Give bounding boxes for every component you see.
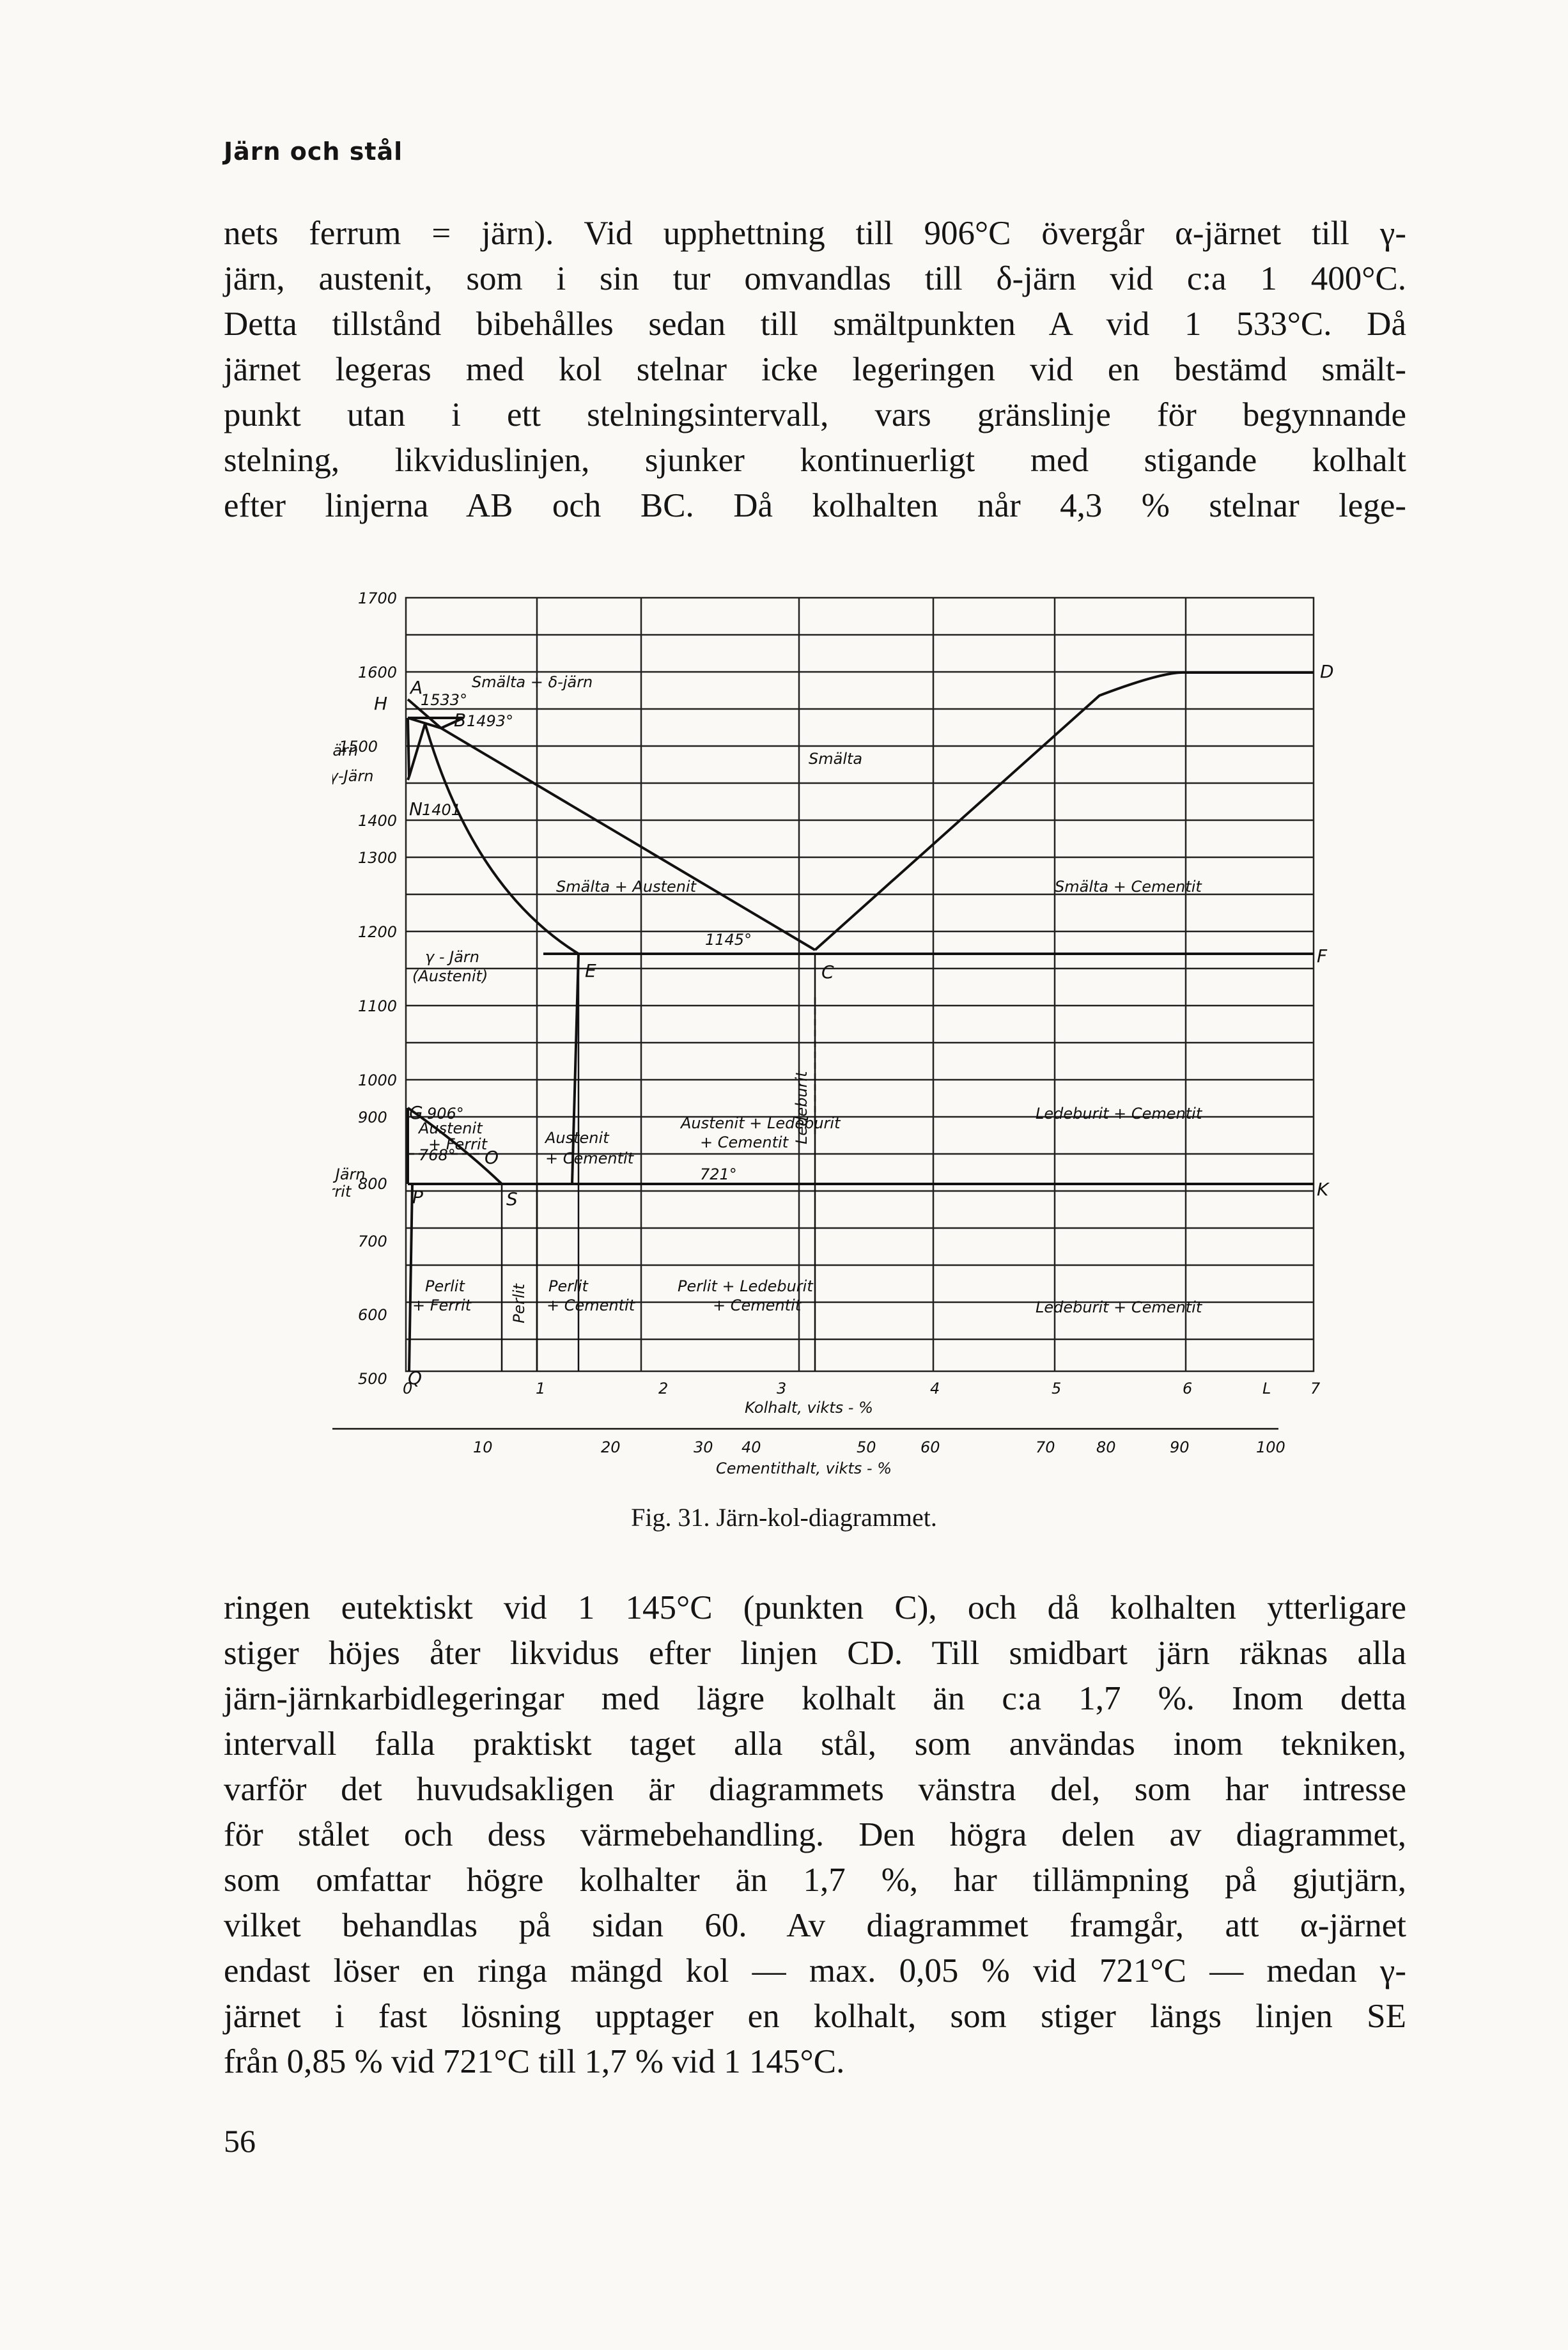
text-line: stiger höjes åter likvidus efter linjen CD. Till smidbart järn räknas alla	[224, 1635, 1406, 1672]
region-label: ärn	[332, 742, 359, 759]
text-line: varför det huvudsakligen är diagrammets vänstra del, som har intresse	[224, 1771, 1406, 1808]
text-line: nets ferrum = järn). Vid upphettning till 906°C övergår α-järnet till γ-	[224, 215, 1406, 252]
x-tick: 60	[920, 1438, 940, 1456]
text-line: vilket behandlas på sidan 60. Av diagrammet framgår, att α-järnet	[224, 1907, 1406, 1944]
x-tick: 6	[1183, 1380, 1193, 1397]
solidus-je	[425, 724, 578, 954]
point-f: F	[1317, 945, 1328, 967]
x-axis-kolhalt-label: Kolhalt, vikts - %	[745, 1399, 873, 1417]
point-n: N	[409, 798, 423, 820]
y-tick: 500	[358, 1370, 387, 1388]
point-b-temp: 1493°	[467, 712, 514, 730]
point-o: O	[485, 1147, 499, 1168]
y-tick: 1700	[358, 589, 398, 607]
x-tick: 20	[601, 1438, 621, 1456]
y-tick: 1200	[358, 923, 398, 941]
point-n-temp: 1401	[422, 801, 462, 819]
y-tick: 1400	[358, 812, 398, 830]
x-axis-cementit-label: Cementithalt, vikts - %	[716, 1459, 892, 1477]
region-label: Smälta + Cementit	[1055, 878, 1202, 896]
region-label: + Cementit	[547, 1296, 635, 1314]
figure-caption: Fig. 31. Järn-kol-diagrammet.	[631, 1503, 937, 1532]
phase-diagram-figure	[332, 588, 1355, 1506]
point-b: B	[454, 710, 467, 731]
x-tick: 90	[1170, 1438, 1190, 1456]
x-tick: 4	[930, 1380, 940, 1397]
region-label: + Ferrit	[412, 1296, 472, 1314]
paragraph-bottom	[224, 1585, 1406, 2085]
x-tick: 3	[777, 1380, 787, 1397]
point-c: C	[821, 961, 834, 983]
x-tick: 5	[1052, 1380, 1062, 1397]
y-tick: 1000	[358, 1071, 398, 1089]
region-label: Järn	[335, 1165, 366, 1183]
point-g: G	[409, 1102, 423, 1123]
y-axis-ticks	[339, 589, 397, 1388]
y-tick: 700	[358, 1233, 387, 1250]
liquidus-cd	[815, 673, 1314, 950]
y-tick: 800	[358, 1175, 387, 1193]
y-tick: 900	[358, 1109, 387, 1126]
x-tick: 7	[1310, 1380, 1321, 1397]
x-tick: 1	[536, 1380, 546, 1397]
x-tick: 0	[403, 1380, 413, 1397]
region-label: -Järn	[338, 767, 374, 785]
text-line: järn-järnkarbidlegeringar med lägre kolhalt än c:a 1,7 %. Inom detta	[224, 1680, 1406, 1717]
region-label: Ledeburit + Cementit	[1036, 1105, 1202, 1123]
vertical-grid	[537, 598, 1186, 1371]
x-tick: 30	[694, 1438, 713, 1456]
text-line: punkt utan i ett stelningsintervall, vars gränslinje för begynnande	[224, 396, 1406, 433]
region-label: Ledeburit	[793, 1071, 811, 1144]
x-axis-kolhalt-ticks	[403, 1380, 1321, 1397]
text-line: endast löser en ringa mängd kol — max. 0,05 % vid 721°C — medan γ-	[224, 1952, 1406, 1989]
point-o-temp: 768°	[419, 1146, 456, 1164]
region-label: Austenit + Ledeburit	[681, 1114, 841, 1132]
region-label: Perlit	[425, 1277, 465, 1295]
running-title: Järn och stål	[224, 137, 403, 166]
region-label: Smälta + Austenit	[556, 878, 697, 896]
point-k: K	[1317, 1179, 1329, 1200]
region-label: Perlit	[510, 1284, 528, 1323]
x-tick: 100	[1256, 1438, 1285, 1456]
text-line: ringen eutektiskt vid 1 145°C (punkten C), och då kolhalten ytterligare	[224, 1589, 1406, 1626]
region-label: (Austenit)	[412, 967, 488, 985]
x-tick: L	[1262, 1380, 1271, 1397]
region-label: Smälta + δ-järn	[472, 673, 593, 691]
region-label: + Cementit	[700, 1133, 789, 1151]
x-axis-cementit-ticks	[473, 1438, 1285, 1456]
region-label: + Cementit	[545, 1149, 634, 1167]
paragraph-top	[224, 211, 1406, 529]
liquidus-abc	[408, 699, 815, 950]
text-line: efter linjerna AB och BC. Då kolhalten når 4,3 % stelnar lege-	[224, 487, 1406, 524]
point-a: A	[410, 677, 423, 698]
y-tick: 1100	[358, 997, 398, 1015]
region-label: Perlit	[548, 1277, 588, 1295]
phase-lines	[408, 673, 1314, 1371]
text-line: för stålet och dess värmebehandling. Den högra delen av diagrammet,	[224, 1816, 1406, 1853]
point-e: E	[585, 960, 596, 981]
region-label: Ledeburit + Cementit	[1036, 1298, 1202, 1316]
text-line: järnet legeras med kol stelnar icke legeringen vid en bestämd smält-	[224, 351, 1406, 388]
text-line: intervall falla praktiskt taget alla stål, som användas inom tekniken,	[224, 1725, 1406, 1762]
region-label: Austenit	[545, 1129, 609, 1147]
point-h: H	[374, 693, 388, 714]
text-line: från 0,85 % vid 721°C till 1,7 % vid 1 145°C.	[224, 2043, 845, 2080]
page-number: 56	[224, 2123, 256, 2159]
point-labels	[374, 661, 1334, 1389]
point-g-temp: 906°	[427, 1105, 464, 1123]
x-tick: 10	[473, 1438, 493, 1456]
region-label: + Ferrit	[428, 1135, 488, 1153]
region-label: Austenit	[419, 1119, 483, 1137]
region-label: rit	[334, 1183, 352, 1201]
horizontal-grid	[406, 635, 1314, 1339]
region-labels	[332, 673, 1203, 1323]
x-tick: 50	[857, 1438, 876, 1456]
y-tick: 1600	[358, 664, 398, 681]
plot-frame	[406, 598, 1314, 1371]
x-tick: 2	[658, 1380, 669, 1397]
eutectoid-temp: 721°	[700, 1165, 737, 1183]
region-label: γ - Järn	[425, 948, 479, 966]
text-line: Detta tillstånd bibehålles sedan till smältpunkten A vid 1 533°C. Då	[224, 306, 1406, 343]
x-tick: 40	[741, 1438, 761, 1456]
point-p: P	[412, 1187, 423, 1208]
y-tick: 600	[358, 1306, 387, 1324]
y-tick: 1300	[358, 849, 398, 867]
iron-carbon-diagram	[332, 588, 1355, 1502]
region-label: Smälta	[809, 750, 863, 768]
text-line: stelning, likviduslinjen, sjunker kontinuerligt med stigande kolhalt	[224, 442, 1406, 479]
eutectic-temp: 1145°	[705, 931, 752, 949]
point-a-temp: 1533°	[421, 691, 468, 709]
x-tick: 80	[1096, 1438, 1116, 1456]
x-tick: 70	[1036, 1438, 1055, 1456]
point-d: D	[1320, 661, 1334, 682]
point-s: S	[506, 1188, 518, 1210]
region-label: Perlit + Ledeburit	[678, 1277, 813, 1295]
text-line: järnet i fast lösning upptager en kolhalt, som stiger längs linjen SE	[224, 1998, 1406, 2035]
region-label: + Cementit	[713, 1296, 802, 1314]
y-tick: 1500	[339, 738, 378, 756]
text-line: järn, austenit, som i sin tur omvandlas till δ-järn vid c:a 1 400°C.	[224, 260, 1406, 297]
point-q: Q	[408, 1367, 423, 1389]
text-line: som omfattar högre kolhalter än 1,7 %, har tillämpning på gjutjärn,	[224, 1862, 1406, 1899]
